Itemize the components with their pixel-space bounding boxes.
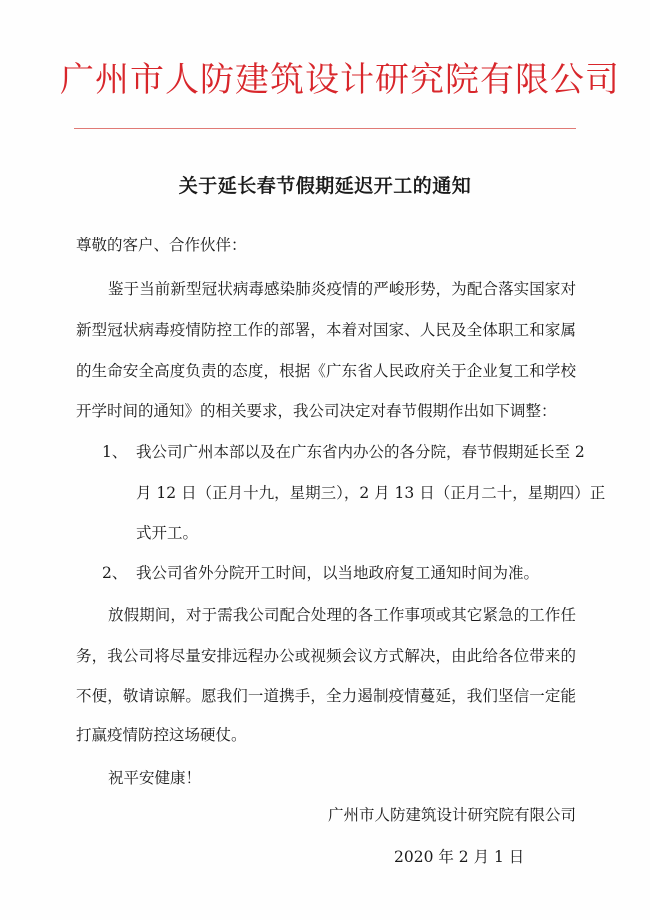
salutation: 尊敬的客户、合作伙伴： <box>76 236 247 254</box>
closing-wish: 祝平安健康！ <box>108 769 202 787</box>
closing-line: 放假期间，对于需我公司配合处理的各工作事项或其它紧急的工作任 <box>108 606 576 624</box>
intro-line: 的生命安全高度负责的态度，根据《广东省人民政府关于企业复工和学校 <box>76 362 576 380</box>
closing-line: 务，我公司将尽量安排远程办公或视频会议方式解决，由此给各位带来的 <box>76 647 576 665</box>
item-line: 式开工。 <box>136 524 199 542</box>
closing-line: 不便，敬请谅解。愿我们一道携手，全力遏制疫情蔓延，我们坚信一定能 <box>76 687 576 705</box>
signature-company: 广州市人防建筑设计研究院有限公司 <box>327 806 576 824</box>
letterhead-divider <box>74 128 576 129</box>
item-line: 我公司广州本部以及在广东省内办公的各分院，春节假期延长至 2 <box>136 443 585 461</box>
intro-line: 开学时间的通知》的相关要求，我公司决定对春节假期作出如下调整： <box>76 402 557 420</box>
item-line: 月 12 日（正月十九，星期三），2 月 13 日（正月二十，星期四）正 <box>136 484 606 502</box>
item-line: 我公司省外分院开工时间，以当地政府复工通知时间为准。 <box>136 564 540 582</box>
notice-title: 关于延长春节假期延迟开工的通知 <box>178 175 472 197</box>
letterhead-company-name: 广州市人防建筑设计研究院有限公司 <box>60 60 620 100</box>
intro-line: 鉴于当前新型冠状病毒感染肺炎疫情的严峻形势，为配合落实国家对 <box>108 280 576 298</box>
item-number: 1、 <box>102 443 128 461</box>
closing-line: 打赢疫情防控这场硬仗。 <box>76 726 247 744</box>
intro-line: 新型冠状病毒疫情防控工作的部署，本着对国家、人民及全体职工和家属 <box>76 321 576 339</box>
item-number: 2、 <box>102 564 128 582</box>
signature-date: 2020 年 2 月 1 日 <box>394 848 525 866</box>
